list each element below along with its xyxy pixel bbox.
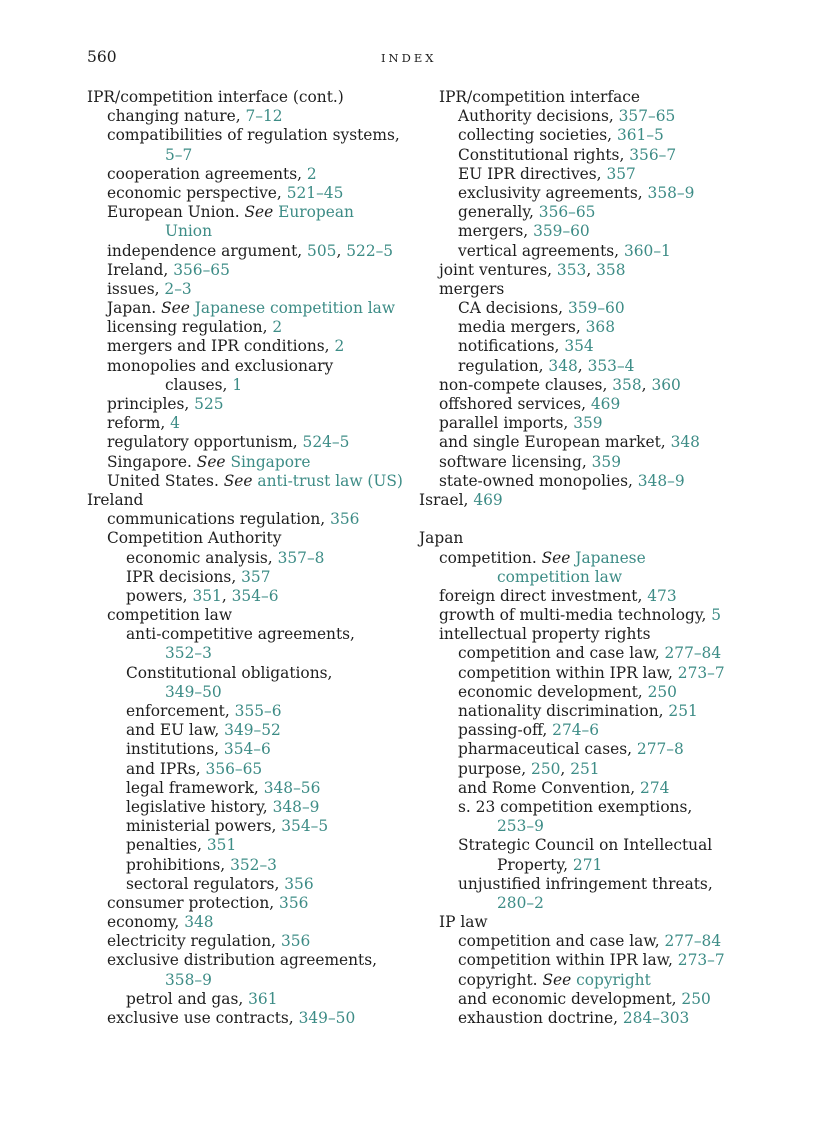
running-head: INDEX [381,51,437,65]
entry-text: economy, [107,913,185,932]
index-entry [87,146,407,165]
page-reference: 250 [681,989,711,1008]
entry-text: EU IPR directives, [458,164,607,183]
index-entry [87,702,407,721]
page-reference: 357–65 [618,107,676,126]
index-entry [419,971,739,990]
index-entry [87,856,407,875]
index-entry [87,357,407,376]
entry-text: issues, [107,279,165,298]
page-reference: 469 [473,490,503,509]
index-entry [419,203,739,222]
entry-text: offshored services, [439,395,591,413]
entry-text: United States. [107,471,224,490]
page-reference: 524–5 [302,433,350,452]
index-entry [419,414,739,433]
entry-text: non-compete clauses, [439,375,613,394]
index-entry [419,932,739,951]
see-marker: See [244,203,274,222]
index-entry [419,702,739,721]
page-number: 560 [87,48,117,66]
page-reference: 505 [307,241,337,260]
index-entry [419,664,739,683]
page-reference: Japanese [570,548,646,567]
page-reference: 348 [548,356,578,375]
index-entry [419,472,739,491]
page-reference: Union [165,222,212,241]
entry-text: IPR decisions, [126,567,242,586]
entry-text: , [560,759,571,778]
page-reference: 1 [232,375,243,394]
entry-text: collecting societies, [458,126,617,145]
index-entry [87,587,407,606]
page-reference: 358–9 [647,183,695,202]
page-reference: 2 [306,164,317,183]
index-entry [419,1009,739,1028]
page-reference: 360 [651,375,681,394]
entry-text: unjustified infringement threats, [458,874,713,893]
entry-text: exclusivity agreements, [458,183,648,202]
entry-text: economic perspective, [107,183,287,202]
page-reference: 355–6 [234,702,282,720]
page-reference: anti-trust law (US) [252,471,403,490]
index-entry [419,357,739,376]
page-reference: 361–5 [616,126,664,145]
see-marker: See [223,471,253,490]
page-reference: 358 [596,260,626,279]
page-reference: 5 [711,606,722,625]
entry-text: economic development, [458,682,648,701]
index-entry [419,222,739,241]
index-entry [419,261,739,280]
entry-text: nationality discrimination, [458,702,669,720]
entry-text: exhaustion doctrine, [458,1009,623,1027]
entry-text: independence argument, [107,241,308,260]
page-reference: 357 [606,164,636,183]
entry-text: economic analysis, [126,548,278,567]
entry-text: notifications, [458,337,565,356]
index-entry [419,856,739,875]
entry-text: regulatory opportunism, [107,433,303,452]
entry-text: purpose, [458,759,532,778]
entry-text: Israel, [419,490,474,509]
index-entry [87,203,407,222]
entry-text: , [586,260,597,279]
index-entry [87,1009,407,1028]
index-entry [87,165,407,184]
index-entry [419,951,739,970]
index-entry [419,875,739,894]
page-reference: 354 [564,337,594,356]
entry-text: Constitutional rights, [458,145,630,164]
entry-text: legal framework, [126,778,264,797]
entry-text: and single European market, [439,433,671,452]
index-entry [419,88,739,107]
index-entry [87,779,407,798]
index-entry [419,817,739,836]
index-entry [419,146,739,165]
entry-text: exclusive use contracts, [107,1009,299,1027]
entry-text: European Union. [107,203,245,222]
page-reference: 7–12 [245,107,283,126]
page-reference: 273–7 [677,951,725,970]
page-reference: 4 [170,414,180,433]
index-column-right [419,88,739,1028]
entry-text: IP law [439,913,488,932]
entry-text: IPR/competition interface (cont.) [87,88,344,106]
page-reference: 354–6 [231,586,279,605]
entry-text: joint ventures, [439,260,557,279]
index-entry [87,453,407,472]
entry-text: , [641,375,652,394]
index-entry [419,683,739,702]
page-reference: 277–8 [636,740,684,759]
index-entry [87,644,407,663]
page-reference: 251 [668,702,698,720]
index-entry [87,337,407,356]
see-marker: See [196,452,226,471]
entry-text: changing nature, [107,107,246,126]
index-entry [419,760,739,779]
index-entry [87,107,407,126]
index-entry [419,529,739,548]
entry-text: prohibitions, [126,855,231,874]
index-entry [419,798,739,817]
entry-text: software licensing, [439,452,592,471]
page-reference: 274–6 [552,721,600,740]
page-reference: 253–9 [497,817,544,836]
see-marker: See [542,970,572,989]
entry-text: competition and case law, [458,644,665,663]
page-reference: 522–5 [346,241,394,260]
entry-text: media mergers, [458,318,586,337]
entry-text: Property, [497,855,573,874]
entry-text: monopolies and exclusionary [107,356,334,375]
index-entry [87,568,407,587]
index-entry [419,491,739,510]
page-reference: 359 [591,452,621,471]
index-entry [87,299,407,318]
entry-text: parallel imports, [439,414,574,433]
index-entry [419,453,739,472]
page-reference: 356 [280,932,311,951]
page-reference: 360–1 [623,241,671,260]
entry-text: Ireland [87,490,144,509]
entry-text: competition. [439,548,542,567]
index-entry [419,107,739,126]
index-entry [87,913,407,932]
page-reference: 357–8 [277,548,325,567]
entry-text: intellectual property rights [439,625,651,644]
page-reference: 469 [590,395,621,413]
index-entry [419,913,739,932]
entry-text: Competition Authority [107,529,282,548]
page-reference: 368 [585,318,615,337]
index-entry [87,798,407,817]
page-reference: 250 [647,682,677,701]
entry-text: state-owned monopolies, [439,471,638,490]
index-entry [419,836,739,855]
page-reference: 356–65 [205,759,263,778]
entry-text: petrol and gas, [126,989,249,1008]
index-entry [87,894,407,913]
index-entry [87,971,407,990]
entry-text: reform, [107,414,171,433]
page-reference: 354–6 [223,740,271,759]
page-reference: 250 [531,759,561,778]
page-reference: 2 [334,337,345,356]
entry-text: regulation, [458,356,549,375]
index-column-left [87,88,407,1028]
entry-text: Constitutional obligations, [126,663,333,682]
entry-text: competition and case law, [458,932,665,951]
page-reference: 280–2 [497,893,544,912]
entry-text: Strategic Council on Intellectual [458,836,713,855]
page-reference: 356 [284,874,314,893]
index-entry [87,549,407,568]
index-entry [87,280,407,299]
page-reference: 356–65 [173,260,230,279]
index-entry [87,318,407,337]
page-reference: 348 [670,433,700,452]
index-entry [87,664,407,683]
entry-text: IPR/competition interface [439,88,641,106]
index-entry [87,606,407,625]
entry-text: compatibilities of regulation systems, [107,126,400,145]
index-entry [419,280,739,299]
index-entry [87,433,407,452]
page-reference: 359–60 [533,222,590,241]
entry-text: powers, [126,586,193,605]
page-reference: 352–3 [165,644,212,663]
entry-text: s. 23 competition exemptions, [458,797,693,816]
index-entry [419,625,739,644]
index-entry [87,721,407,740]
entry-text: and economic development, [458,989,682,1008]
entry-text: competition within IPR law, [458,951,678,970]
entry-text: , [221,586,232,605]
index-entry [87,740,407,759]
index-entry [419,395,739,414]
page-reference: 348 [184,913,214,932]
entry-text: communications regulation, [107,510,331,529]
entry-text: electricity regulation, [107,932,281,951]
page-reference: Japanese competition law [189,299,396,318]
index-entry [419,299,739,318]
entry-text: Authority decisions, [458,107,619,126]
index-entry [87,510,407,529]
page-reference: competition law [497,567,622,586]
page-reference: 525 [194,395,224,413]
entry-text: competition law [107,606,232,625]
page-reference: 349–52 [224,721,281,740]
index-entry [87,683,407,702]
entry-text: CA decisions, [458,299,568,318]
index-entry [87,414,407,433]
index-entry [87,88,407,107]
entry-text: competition within IPR law, [458,663,678,682]
index-entry [419,126,739,145]
page-reference: 521–45 [286,183,344,202]
index-entry [87,990,407,1009]
entry-text: and IPRs, [126,759,206,778]
entry-text: penalties, [126,836,207,855]
page-reference: 348–9 [637,471,685,490]
index-entry [419,376,739,395]
page-reference: 354–5 [281,817,329,836]
index-entry [419,242,739,261]
entry-text: , [577,356,588,375]
index-entry [419,990,739,1009]
page-reference: 356–7 [629,145,677,164]
see-marker: See [161,299,190,318]
page-reference: 2 [272,318,283,337]
page-reference: 356–65 [538,203,596,222]
index-entry [419,721,739,740]
page-reference: copyright [571,970,651,989]
page-reference: 277–84 [664,932,722,951]
page-reference: 351 [192,586,222,605]
index-entry [87,836,407,855]
page-reference: 358–9 [165,970,212,989]
page-reference: 5–7 [165,145,193,164]
index-entry [419,165,739,184]
entry-text: licensing regulation, [107,318,273,337]
index-entry [87,951,407,970]
index-entry [87,875,407,894]
see-marker: See [541,548,571,567]
page-reference: 352–3 [230,855,277,874]
index-entry [419,549,739,568]
index-entry [87,126,407,145]
index-entry [87,932,407,951]
page-reference: 356 [279,893,309,912]
page-reference: 473 [647,586,677,605]
page-reference: 284–303 [622,1009,690,1027]
index-entry [419,606,739,625]
index-entry [419,318,739,337]
index-entry [419,587,739,606]
page-reference: 274 [640,778,670,797]
entry-text: consumer protection, [107,893,280,912]
entry-text: , [336,241,347,260]
entry-text: vertical agreements, [458,241,624,260]
page-reference: 273–7 [677,663,725,682]
index-entry [87,184,407,203]
page-reference: 349–50 [165,682,222,701]
entry-text: clauses, [165,375,233,394]
index-entry [419,433,739,452]
entry-text: exclusive distribution agreements, [107,951,378,970]
page-reference: 361 [248,989,278,1008]
page-reference: 359 [573,414,603,433]
index-entry [87,376,407,395]
index-entry [419,779,739,798]
entry-text: pharmaceutical cases, [458,740,637,759]
page-reference: European [273,203,354,222]
page-reference: 349–50 [298,1009,356,1027]
entry-text: growth of multi-media technology, [439,606,712,625]
index-entry [87,760,407,779]
index-entry [87,261,407,280]
index-entry [419,740,739,759]
entry-text: and Rome Convention, [458,778,641,797]
entry-text: mergers, [458,222,534,241]
entry-text: copyright. [458,970,543,989]
entry-text: legislative history, [126,797,273,816]
index-entry [87,395,407,414]
page-reference: 251 [570,759,600,778]
page-reference: 353–4 [587,356,635,375]
entry-text: generally, [458,203,539,222]
entry-text: ministerial powers, [126,817,282,836]
page-reference: 351 [206,836,237,855]
entry-text: institutions, [126,740,224,759]
entry-text: mergers and IPR conditions, [107,337,335,356]
entry-text: mergers [439,279,505,298]
entry-text: Ireland, [107,260,174,279]
entry-text: anti-competitive agreements, [126,625,355,644]
page-reference: 271 [572,855,603,874]
entry-text: Singapore. [107,452,197,471]
page-reference: 359–60 [567,299,625,318]
entry-text: sectoral regulators, [126,874,285,893]
index-entry [419,184,739,203]
page-reference: 2–3 [164,279,192,298]
page-reference: Singapore [225,452,311,471]
entry-text: cooperation agreements, [107,164,307,183]
page-reference: 356 [330,510,360,529]
index-entry [419,337,739,356]
page-reference: 358 [612,375,642,394]
index-entry [87,817,407,836]
index-entry [419,568,739,587]
page-reference: 357 [241,567,271,586]
entry-text: passing-off, [458,721,553,740]
entry-text: principles, [107,395,195,413]
index-entry [87,242,407,261]
page-reference: 348–56 [263,778,321,797]
index-entry [87,222,407,241]
entry-text: enforcement, [126,702,235,720]
page-reference: 353 [556,260,587,279]
entry-text: and EU law, [126,721,225,740]
page-reference: 348–9 [272,797,320,816]
page-reference: 277–84 [664,644,722,663]
entry-text: foreign direct investment, [439,586,648,605]
index-entry [87,625,407,644]
index-entry [87,529,407,548]
entry-text: Japan. [107,299,162,318]
entry-spacer [419,510,739,529]
index-entry [87,472,407,491]
entry-text: Japan [419,529,464,548]
index-entry [419,644,739,663]
index-entry [419,894,739,913]
index-entry [87,491,407,510]
